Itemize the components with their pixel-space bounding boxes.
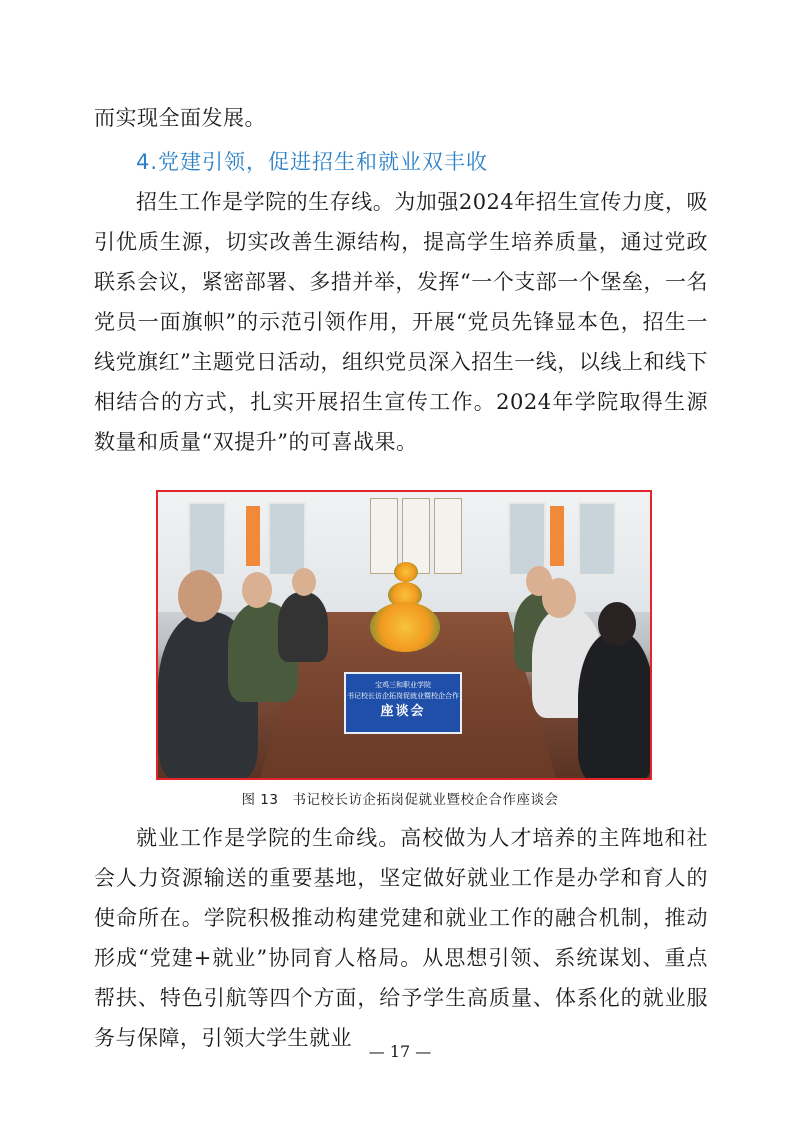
attendee-head <box>242 572 272 608</box>
flower-arrangement <box>394 562 418 582</box>
attendee-head <box>292 568 316 596</box>
figure-caption: 图 13 书记校长访企拓岗促就业暨校企合作座谈会 <box>241 792 559 808</box>
photo-window <box>268 502 306 576</box>
attendee-head <box>542 578 576 618</box>
attendee <box>578 632 652 780</box>
carry-over-paragraph <box>94 98 708 138</box>
admissions-paragraph: 招生工作是学院的生存线。为加强2024年招生宣传力度，吸引优质生源，切实改善生源结构，提高学生培养质量，通过党政联系会议，紧密部署、多措并举，发挥“一个支部一个堡垒，一名党员一面旗帜”的示范引领作用，开展“党员先锋显本色，招生一线党旗红”主题党日活动，组织党员深入招生一线，以线上和线下相结合的方式，扎实开展招生宣传工作。2024年学院取得生源数量和质量“双提升”的可喜战果。 <box>94 190 708 454</box>
photo-banner <box>246 506 260 566</box>
photo-wall-scroll <box>434 498 462 574</box>
sign-subtitle: 书记校长访企拓岗促就业暨校企合作 <box>347 692 459 700</box>
employment-paragraph: 就业工作是学院的生命线。高校做为人才培养的主阵地和社会人力资源输送的重要基地，坚定做好就业工作是办学和育人的使命所在。学院积极推动构建党建和就业工作的融合机制，推动形成“党建+就业”协同育人格局。从思想引领、系统谋划、重点帮扶、特色引航等四个方面，给予学生高质量、体系化的就业服务与保障，引领大学生就业 <box>94 826 708 1050</box>
photo-window <box>188 502 226 576</box>
attendee-head <box>598 602 636 646</box>
photo-banner <box>550 506 564 566</box>
flower-arrangement <box>370 602 440 652</box>
page-number: — 17 — <box>368 1042 432 1061</box>
carry-over-line: 而实现全面发展。 <box>94 106 266 130</box>
attendee <box>278 592 328 662</box>
photo-window <box>578 502 616 576</box>
photo-window <box>508 502 546 576</box>
admissions-paragraph-block <box>94 182 708 462</box>
meeting-name-sign <box>344 672 462 734</box>
section-heading: 4.党建引领，促进招生和就业双丰收 <box>136 150 489 174</box>
meeting-photo <box>156 490 652 780</box>
sign-institution: 宝鸡三和职业学院 <box>375 681 431 689</box>
attendee-head <box>178 570 222 622</box>
employment-paragraph-block <box>94 818 708 1058</box>
sign-title: 座谈会 <box>380 704 426 719</box>
photo-wall-scroll <box>370 498 398 574</box>
